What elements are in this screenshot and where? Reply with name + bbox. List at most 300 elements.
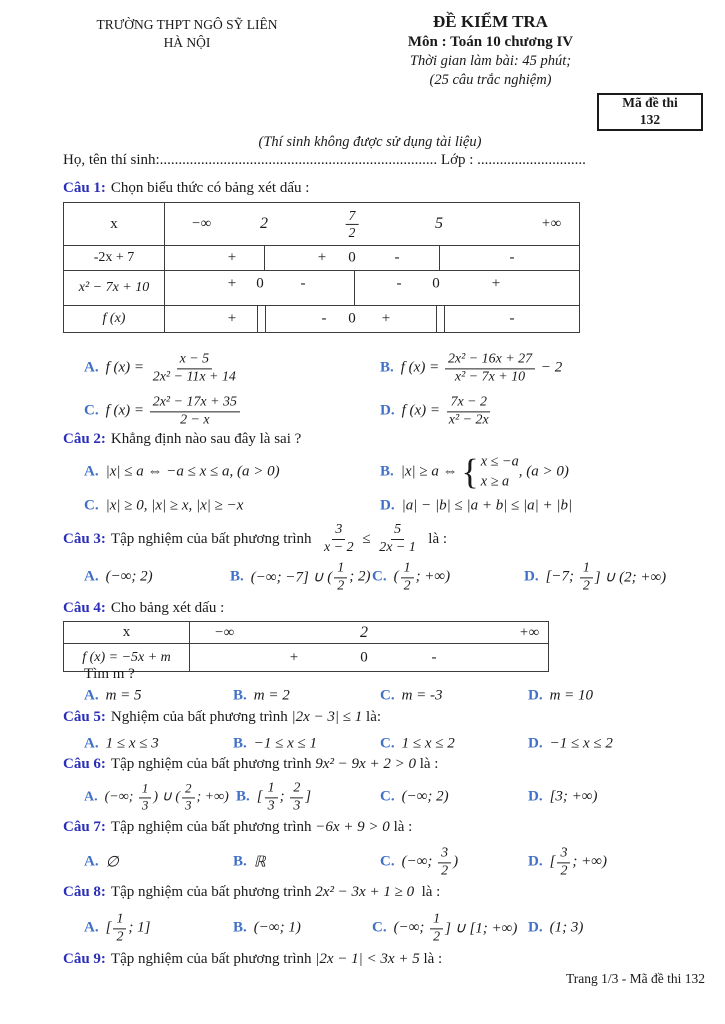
fraction-numerator: x − 5 [177,351,213,369]
question-9-label: Câu 9: [63,951,106,967]
math-text: |x| ≥ a ⇔ [400,463,462,480]
fraction [150,351,239,384]
math-text: ∅ [105,854,119,871]
q4-table-row-1 [64,643,548,671]
math-text: 1 ≤ x ≤ 2 [401,735,455,752]
option-formula [257,780,311,813]
fraction-denominator: 2 [337,578,345,593]
option-letter: A. [84,789,98,804]
q2-option-c [84,498,243,515]
fraction-numerator: 7 [346,208,359,225]
fraction-numerator: 7x − 2 [447,394,490,412]
math-text: ] ∪ (2; +∞) [594,569,667,586]
column-divider [189,622,190,671]
fraction [557,845,570,878]
fraction-numerator: 1 [401,560,414,578]
x-value [541,216,561,233]
math-text: [3; +∞) [549,788,598,805]
case-line: x ≤ −a [480,453,519,470]
option-letter: C. [380,853,395,870]
fraction-numerator: 1 [334,560,347,578]
q7-option-c [380,845,458,878]
plain-text: Chọn biểu thức có bảng xét dấu : [110,180,310,196]
fraction-numerator: 2x² − 17x + 35 [150,394,240,412]
sign: - [509,310,515,327]
fraction-denominator: 2 [560,863,568,878]
option-letter: A. [84,359,99,376]
q1-options-cd [0,391,725,431]
math-text: f (x) = −5x + m [82,649,171,665]
fraction-denominator: 2 [403,578,411,593]
plain-text: là : [415,756,439,772]
math-text: (−∞; 1) [253,919,301,936]
option-formula [106,911,151,944]
exam-code-box [597,93,703,131]
sign: - [509,249,515,266]
plain-text: Tập nghiệm của bất phương trình [110,819,316,835]
math-text: |2x − 3| ≤ 1 [291,709,363,725]
math-text: ; 2) [349,568,371,585]
math-text: 5 [435,215,443,232]
plain-text: Tập nghiệm của bất phương trình [110,530,320,547]
question-4-label: Câu 4: [63,600,106,616]
fraction-denominator: 2x − 1 [379,540,416,555]
question-8-label: Câu 8: [63,884,106,900]
option-letter: B. [380,359,394,376]
option-letter: D. [528,735,543,752]
q3-option-c [372,560,450,593]
x-value [435,215,443,233]
math-text: (−∞; −7] ∪ ( [250,569,333,586]
school-name: TRƯỜNG THPT NGÔ SỸ LIÊN [96,17,278,32]
option-letter: D. [528,788,543,805]
q4-option-d [528,688,593,705]
fraction-denominator: 2 [582,578,590,593]
q2-options-cd [0,495,725,517]
boundary-bar [439,246,440,270]
sign: + [491,275,501,292]
question-6-text [111,756,439,773]
math-text: 2x² − 3x + 1 ≥ 0 [315,884,415,900]
option-formula [402,394,494,427]
option-letter: B. [233,853,247,870]
option-letter: D. [380,402,395,419]
sign: - [300,275,306,292]
fraction [376,522,419,555]
fraction-denominator: 2x² − 11x + 14 [152,369,236,384]
q5-option-c [380,736,455,753]
math-text: [−7; [545,568,578,585]
question-5-label: Câu 5: [63,709,106,725]
q1-table-row-x [64,203,579,245]
option-formula [105,781,229,812]
fraction-numerator: 2 [182,781,195,798]
fraction-denominator: x² − 2x [448,412,489,427]
math-text: +∞ [518,624,540,640]
option-letter: D. [528,687,543,704]
cases-lines [481,454,519,491]
option-formula [254,688,290,705]
q3-option-a [84,569,153,586]
question-6-label: Câu 6: [63,756,106,772]
math-text: |2x − 1| < 3x + 5 [315,951,420,967]
undefined-bar [257,306,258,332]
math-text: ; 1] [128,919,151,936]
row-label [64,271,164,305]
fraction-numerator: 2x² − 16x + 27 [445,351,535,369]
option-letter: A. [84,687,99,704]
math-text: ≤ [358,530,375,547]
fraction [346,208,359,240]
option-letter: D. [380,497,395,514]
q1-option-d [380,394,494,427]
q5-options [0,733,725,755]
fraction [334,560,347,593]
exam-subject: Môn : Toán 10 chương IV [407,34,574,50]
x-value [519,624,539,641]
option-letter: C. [372,919,387,936]
option-formula [402,688,443,705]
exam-time: Thời gian làm bài: 45 phút; [409,53,572,69]
table-corner: x [110,215,118,232]
q1-options-ab [0,348,725,388]
option-formula [251,560,371,593]
exam-title: ĐỀ KIỂM TRA [433,12,548,31]
sign: 0 [432,275,440,292]
sign: 0 [360,649,368,665]
sign: 0 [256,275,264,292]
option-formula [401,351,562,384]
math-text: m = 5 [105,687,142,704]
math-text: (−∞; [104,789,137,804]
option-letter: C. [380,735,395,752]
fraction-denominator: 3 [267,798,275,813]
question-3-heading [63,520,447,558]
math-text: −∞ [190,215,212,232]
option-formula [254,920,301,937]
math-text: ; +∞) [415,568,451,585]
fraction [150,394,240,427]
plain-text: Tập nghiệm của bất phương trình [110,951,316,967]
student-name-line: Họ, tên thí sinh:.......................................................................... Lớp : ............................. [63,152,586,168]
fraction [265,780,278,813]
question-1-label: Câu 1: [63,180,106,196]
sign: - [431,649,437,665]
sign: + [289,649,299,665]
exam-question-count: (25 câu trắc nghiệm) [429,72,552,88]
math-text: m = 10 [549,687,594,704]
page-footer: Trang 1/3 - Mã đề thi 132 [566,971,705,986]
q6-option-c [380,789,449,806]
fraction-denominator: x² − 7x + 10 [454,369,526,384]
cases-system [461,451,519,492]
question-5-heading [63,709,381,726]
q3-option-b [230,560,370,593]
fraction [580,560,593,593]
fraction [139,781,152,812]
math-text: − 2 [537,359,563,376]
question-9-heading [63,951,442,968]
q1-table-row-2 [64,270,579,305]
math-text: ) ∪ ( [153,789,180,805]
question-7-heading [63,819,412,836]
question-2-heading [63,431,301,448]
case-line: x ≥ a [480,473,510,490]
column-divider [164,203,165,332]
math-text: (−∞; 2) [401,788,449,805]
boundary-bar [264,246,265,270]
question-3-text [111,522,447,555]
plain-text: Tập nghiệm của bất phương trình [110,756,316,772]
option-formula [106,498,244,515]
question-3-label: Câu 3: [63,530,106,547]
option-formula [400,451,569,492]
fraction-numerator: 3 [438,845,451,863]
q1-table-row-3 [64,305,579,332]
school-block [72,16,302,51]
question-8-text [111,884,440,901]
q1-sign-table [63,202,580,333]
question-4-heading [63,600,224,617]
q7-option-b [233,853,266,872]
q7-option-a [84,853,119,872]
plain-text: là : [389,819,413,835]
option-letter: C. [84,402,99,419]
option-formula [550,845,607,878]
option-formula [254,736,317,753]
math-text: [ [549,853,556,870]
q4-option-c [380,688,443,705]
fraction-denominator: 2 − x [180,412,210,427]
table-corner: x [122,624,131,640]
math-text: +∞ [540,215,562,232]
title-block [368,12,613,89]
fraction-numerator: 5 [391,522,404,540]
fraction [430,911,443,944]
option-formula [106,736,159,753]
q7-option-d [528,845,607,878]
option-letter: A. [84,853,99,870]
math-text: , (a > 0) [518,463,569,480]
fraction-numerator: 1 [580,560,593,578]
fraction-numerator: 1 [265,780,278,798]
q4-options [0,685,725,707]
q3-option-d [524,560,666,593]
fraction [113,911,126,944]
math-text: ] [305,788,312,805]
option-formula [550,736,613,753]
option-formula [106,688,142,705]
option-letter: D. [528,919,543,936]
option-letter: B. [233,735,247,752]
q6-option-a [84,781,229,812]
option-formula [550,920,584,937]
fraction [446,394,492,427]
question-2-label: Câu 2: [63,431,106,447]
option-formula [394,911,518,944]
math-text: 9x² − 9x + 2 > 0 [315,756,416,772]
exam-notice: (Thí sinh không được sử dụng tài liệu) [258,134,482,150]
option-formula [550,688,593,705]
q2-option-b [380,451,569,492]
math-text: ; +∞) [572,853,607,870]
question-9-text [111,951,442,968]
sign: + [227,310,237,327]
option-formula [394,560,451,593]
option-formula [106,351,241,384]
math-text: ( [393,568,399,585]
q5-option-d [528,736,613,753]
sign: + [317,249,327,266]
option-letter: B. [233,687,247,704]
sign: 0 [348,310,356,327]
math-text: 1 ≤ x ≤ 3 [105,735,159,752]
math-text: (1; 3) [549,919,584,936]
question-4-text [111,600,224,617]
q2-option-d [380,498,572,515]
exam-code-value: 132 [639,112,661,127]
fraction-numerator: 1 [139,781,152,798]
q5-option-b [233,736,317,753]
x-value [191,216,211,233]
math-text: ] ∪ [1; +∞) [445,920,518,937]
option-letter: C. [380,687,395,704]
exam-code-label: Mã đề thi [622,95,678,111]
math-text: f (x) [102,311,126,326]
q2-options-ab [0,448,725,496]
math-text: f (x) = [105,359,148,376]
option-letter: C. [84,497,99,514]
option-formula [402,498,573,515]
q6-options [0,776,725,818]
question-7-label: Câu 7: [63,819,106,835]
fraction-numerator: 1 [113,911,126,929]
q1-table-row-1 [64,245,579,270]
q1-option-c [84,394,242,427]
fraction [290,780,303,813]
math-text: ; +∞) [196,789,229,804]
x-value [360,624,368,642]
boundary-bar [354,271,355,305]
q8-option-b [233,920,301,937]
plain-text: Nghiệm của bất phương trình [110,709,292,725]
undefined-bar [265,306,266,332]
fraction-denominator: 2 [116,929,124,944]
option-formula [106,394,242,427]
option-formula [254,853,266,872]
option-letter: A. [84,919,99,936]
question-1-text [111,180,310,197]
fraction-denominator: 3 [293,798,301,813]
fraction [321,522,357,555]
option-letter: B. [233,919,247,936]
fraction-numerator: 3 [557,845,570,863]
fraction-denominator: 3 [184,797,192,812]
math-text: (−∞; [401,853,437,870]
math-text: (−∞; [393,919,429,936]
math-text: f (x) = [401,402,444,419]
option-formula [106,569,153,586]
fraction [445,351,535,384]
fraction-numerator: 2 [290,780,303,798]
math-text: (−∞; 2) [105,568,153,585]
plain-text: là : [419,951,443,967]
option-formula [402,845,459,878]
q6-option-b [236,780,311,813]
plain-text: là : [414,884,441,900]
math-text: −∞ [213,624,235,640]
sign: + [381,310,391,327]
school-city: HÀ NỘI [163,34,211,50]
math-text: −1 ≤ x ≤ 1 [253,735,318,752]
q3-options [0,556,725,598]
q8-option-d [528,920,583,937]
option-formula [402,736,455,753]
math-text: −1 ≤ x ≤ 2 [549,735,613,752]
question-5-text [111,709,381,726]
option-letter: B. [236,788,250,805]
q2-option-a [84,464,280,481]
sign: + [227,249,237,266]
option-letter: B. [230,568,244,585]
option-letter: C. [380,788,395,805]
sign: - [394,249,400,266]
q4-sign-table [63,621,549,672]
q4-table-row-x [64,622,548,643]
math-text: [ [256,788,263,805]
plain-text: -2x + 7 [93,250,135,265]
fraction-denominator: x − 2 [324,540,354,555]
fraction-denominator: 2 [348,225,356,240]
question-2-text [111,431,301,448]
q4-option-b [233,688,290,705]
math-text: 2 [360,623,368,641]
sign: - [321,310,327,327]
option-formula [550,789,598,806]
q4-prompt: Tìm m ? [84,666,135,682]
plain-text: Cho bảng xét dấu : [110,600,225,616]
q7-options [0,840,725,884]
option-letter: A. [84,463,99,480]
q8-options [0,906,725,950]
plain-text: Tập nghiệm của bất phương trình [110,884,316,900]
math-text: ℝ [253,854,266,871]
math-text: [ [105,919,112,936]
plain-text: Khẳng định nào sau đây là sai ? [110,431,302,447]
x-value [260,215,268,233]
math-text: m = -3 [401,687,443,704]
math-text: f (x) = [400,359,443,376]
x-value [344,208,361,240]
sign: - [396,275,402,292]
row-label [64,246,164,270]
option-formula [106,464,280,481]
math-text: f (x) = [105,402,148,419]
option-formula [402,789,449,806]
q6-option-d [528,789,598,806]
fraction [182,781,195,812]
math-text: ) [453,853,459,870]
option-formula [546,560,667,593]
option-letter: C. [372,568,387,585]
fraction-numerator: 3 [332,522,345,540]
math-text: 2 [260,215,268,232]
q4-option-a [84,688,142,705]
row-label [64,306,164,332]
math-text: ; [279,788,289,805]
q5-option-a [84,736,159,753]
math-text: −6x + 9 > 0 [315,819,390,835]
